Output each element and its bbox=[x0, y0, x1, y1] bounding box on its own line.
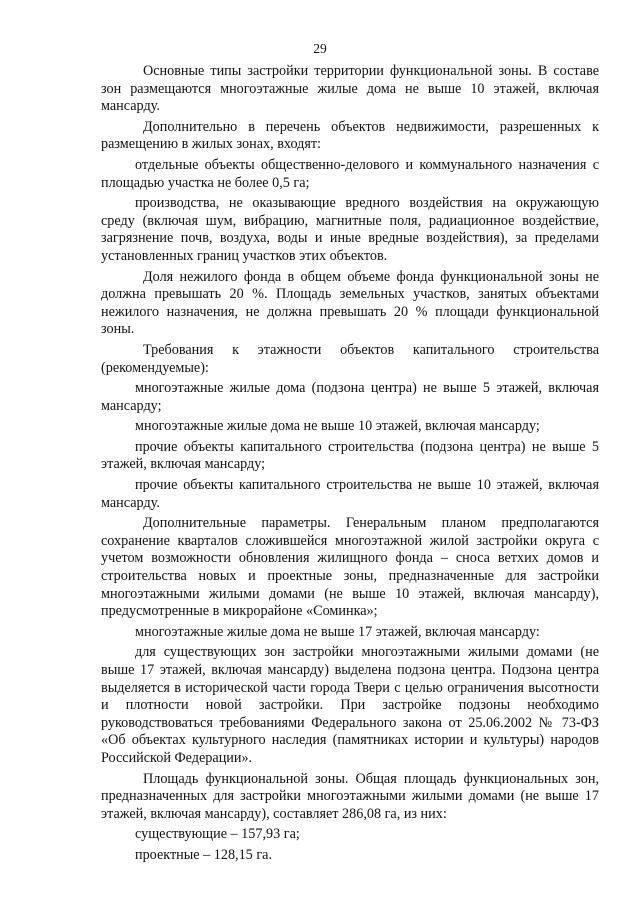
document-body bbox=[101, 63, 599, 868]
paragraph-nonresidential-share: Доля нежилого фонда в общем объеме фонда функциональной зоны не должна превышать 20 %. Площадь земельных участков, занятых объектами нежилого назначения, не должна превышать 20 % площади функциональной зоны. bbox=[101, 268, 599, 338]
paragraph-building-types: Основные типы застройки территории функциональной зоны. В составе зон размещаются многоэтажные жилые дома не выше 10 этажей, включая мансарду. bbox=[101, 63, 599, 115]
paragraph-height-10: многоэтажные жилые дома не выше 10 этажей, включая мансарду; bbox=[135, 418, 540, 435]
paragraph-height-center-5: многоэтажные жилые дома (подзона центра) не выше 5 этажей, включая мансарду; bbox=[101, 380, 599, 414]
paragraph-other-10: прочие объекты капитального строительства не выше 10 этажей, включая мансарду. bbox=[101, 477, 599, 511]
paragraph-additional-parameters: Дополнительные параметры. Генеральным планом предполагаются сохранение кварталов сложившейся многоэтажной жилой застройки округа с учетом возможности обновления жилищного фонда – сноса ветхих домов и строительства новых и проектные зоны, предназначенные для застройки многоэтажными жилыми домами (не выше 10 этажей, включая мансарду), предусмотренные в микрорайоне «Соминка»; bbox=[101, 515, 599, 620]
paragraph-existing-area: существующие – 157,93 га; bbox=[135, 826, 300, 843]
paragraph-center-subzone: для существующих зон застройки многоэтажными жилыми домами (не выше 17 этажей, включая мансарду) выделена подзона центра. Подзона центра выделяется в исторической части города Твери с целью ограничения высотности и плотности новой застройки. При застройке подзоны необходимо руководствоваться требованиями Федерального закона от 25.06.2002 № 73-ФЗ «Об объектах культурного наследия (памятниках истории и культуры) народов Российской Федерации». bbox=[101, 644, 599, 766]
paragraph-production: производства, не оказывающие вредного воздействия на окружающую среду (включая шум, вибрацию, магнитные поля, радиационное воздействие, загрязнение почв, воздуха, воды и иные вредные воздействия), за пределами установленных границ участков этих объектов. bbox=[101, 195, 599, 264]
paragraph-height-17: многоэтажные жилые дома не выше 17 этажей, включая мансарду: bbox=[135, 623, 540, 640]
paragraph-zone-area: Площадь функциональной зоны. Общая площадь функциональных зон, предназначенных для застройки многоэтажными жилыми домами (не выше 17 этажей, включая мансарду), составляет 286,08 га, из них: bbox=[101, 770, 599, 822]
paragraph-height-requirements: Требования к этажности объектов капитального строительства (рекомендуемые): bbox=[101, 341, 599, 376]
paragraph-projected-area: проектные – 128,15 га. bbox=[135, 846, 272, 863]
paragraph-additional-objects: Дополнительно в перечень объектов недвижимости, разрешенных к размещению в жилых зонах, входят: bbox=[101, 118, 599, 153]
paragraph-other-center-5: прочие объекты капитального строительства (подзона центра) не выше 5 этажей, включая мансарду; bbox=[101, 438, 599, 473]
page-number: 29 bbox=[313, 41, 327, 56]
paragraph-public-objects: отдельные объекты общественно-делового и коммунального назначения с площадью участка не более 0,5 га; bbox=[101, 156, 599, 191]
